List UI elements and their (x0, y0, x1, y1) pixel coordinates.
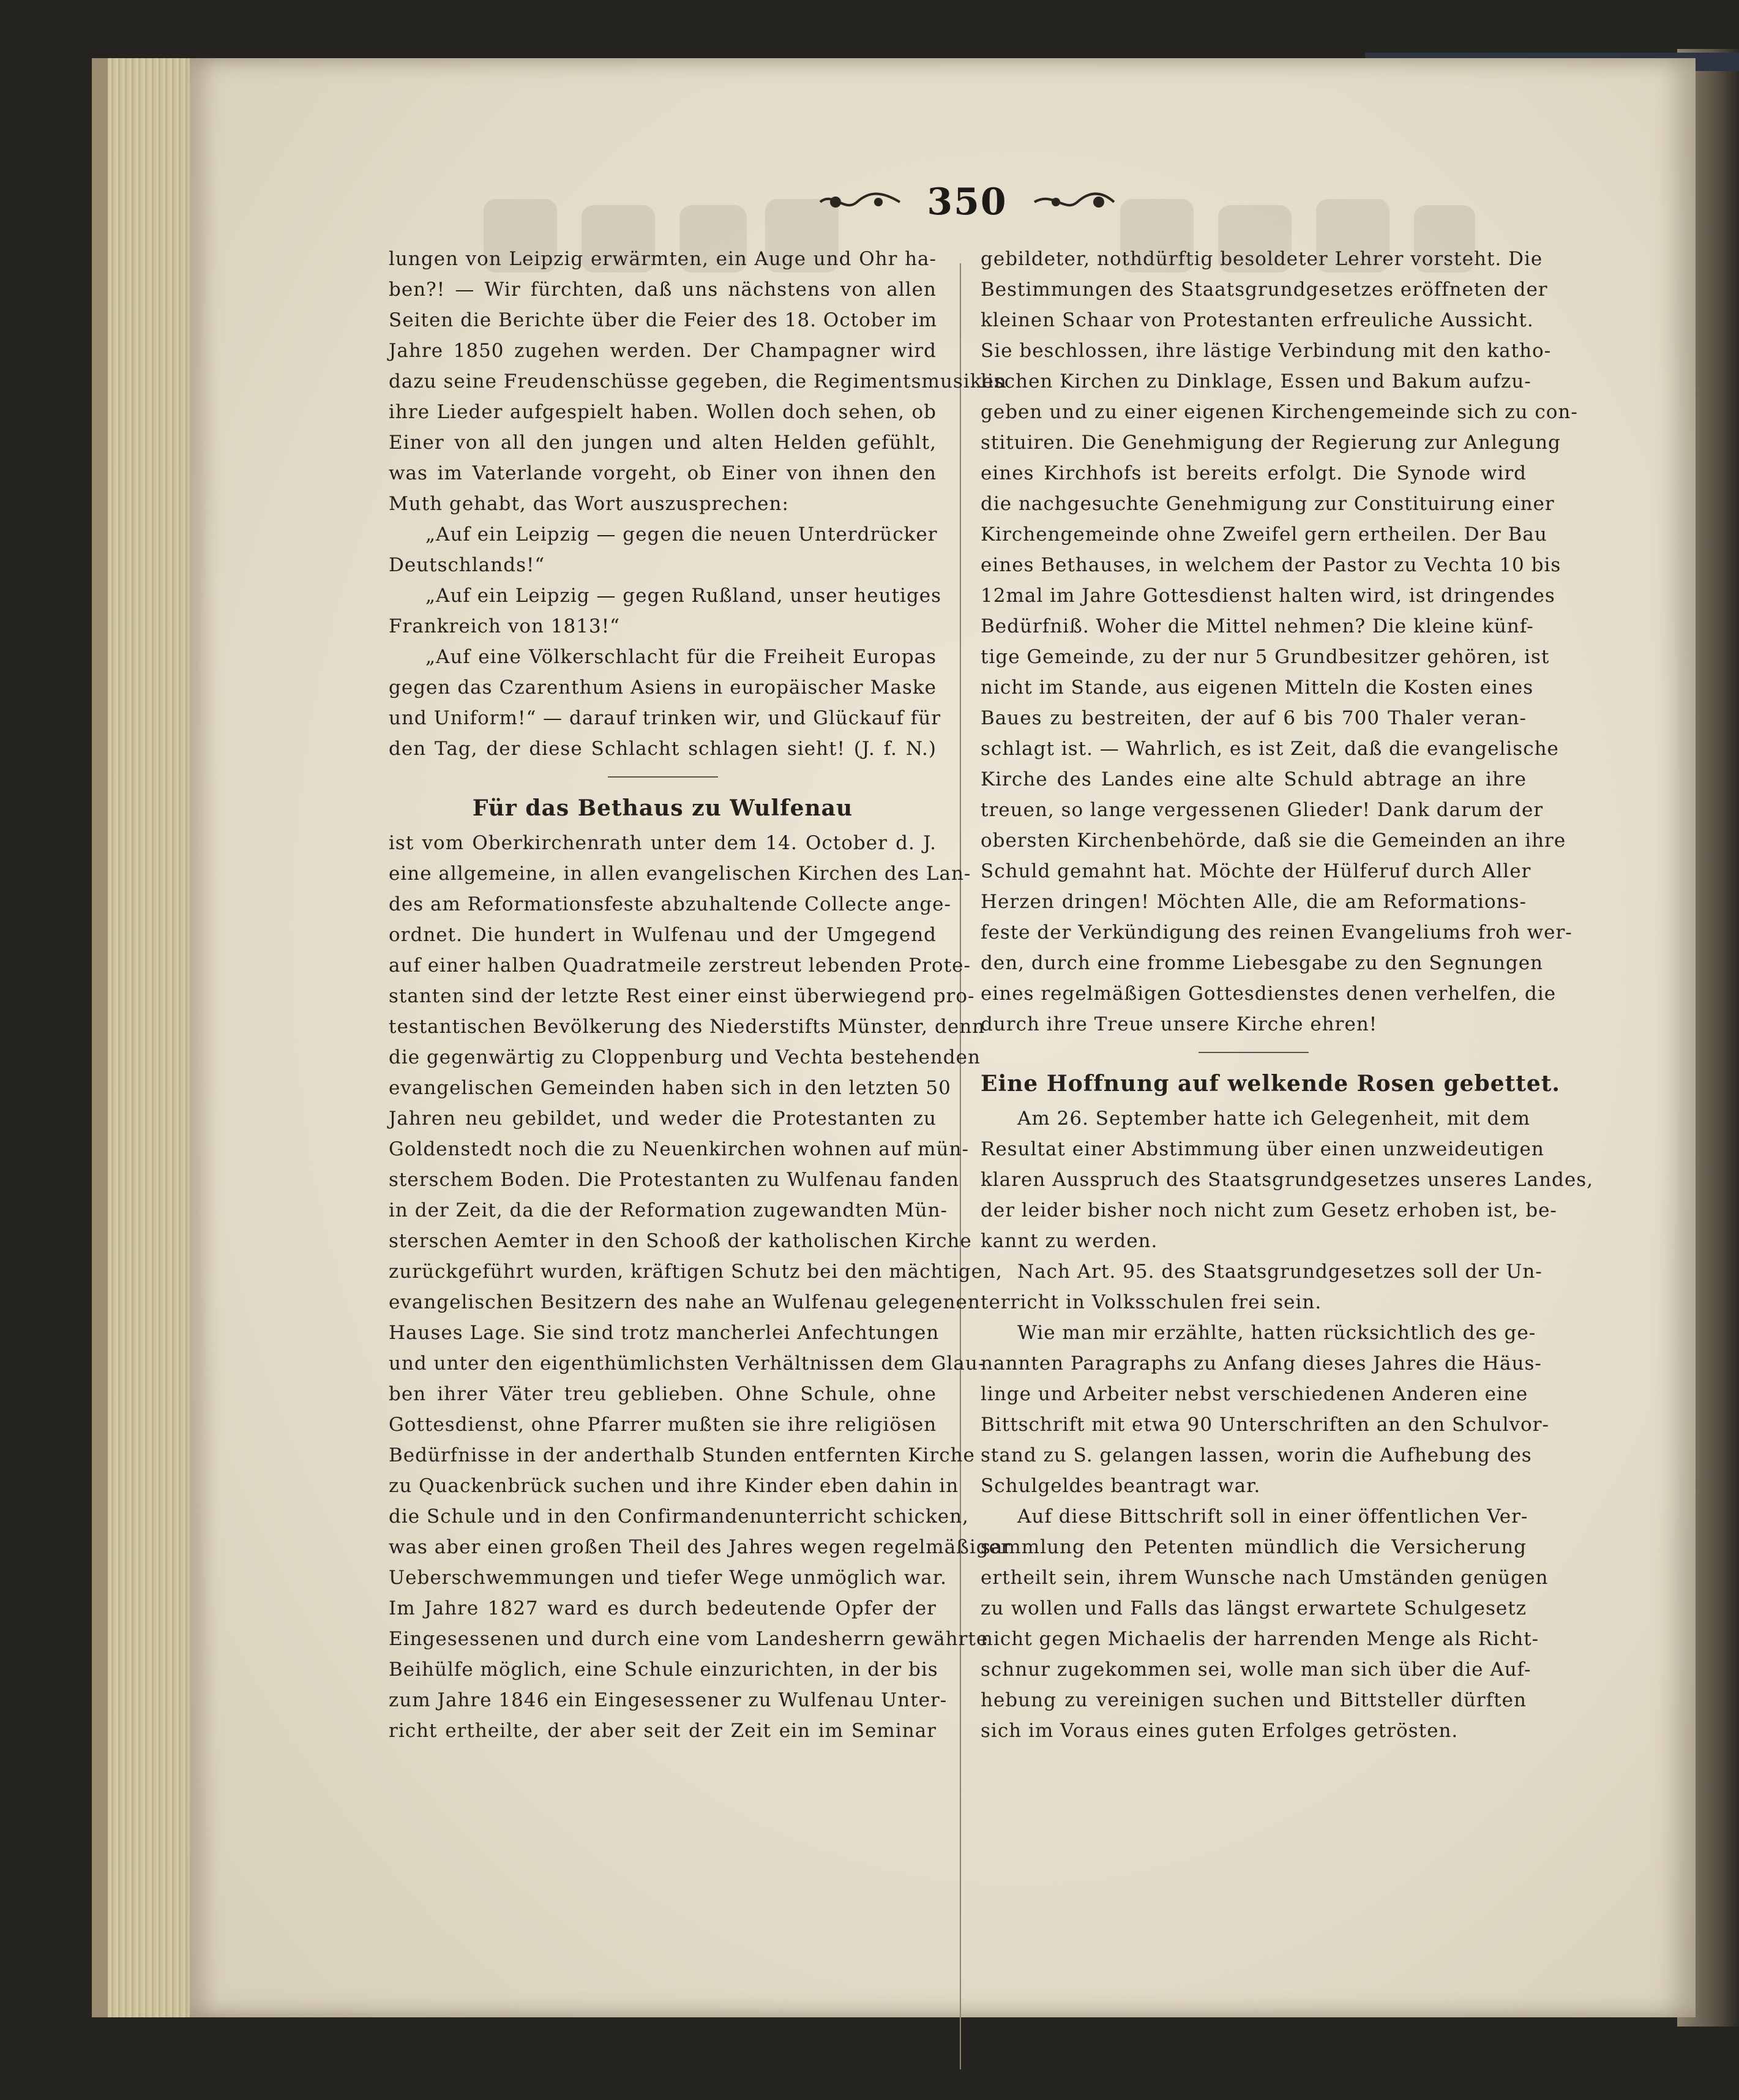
text-line: auf einer halben Quadratmeile zerstreut lebenden Prote- (389, 954, 971, 977)
text-line: Kirche des Landes eine alte Schuld abtrage an ihre (981, 768, 1527, 790)
text-line: schlagt ist. — Wahrlich, es ist Zeit, daß die evangelische (981, 738, 1559, 760)
text-line: linge und Arbeiter nebst verschiedenen Anderen eine (981, 1383, 1528, 1405)
text-line: zum Jahre 1846 ein Eingesessener zu Wulfenau Unter- (389, 1689, 948, 1711)
text-line: Auf diese Bittschrift soll in einer öffentlichen Ver- (1017, 1506, 1528, 1528)
text-line: Herzen dringen! Möchten Alle, die am Reformations- (981, 891, 1527, 913)
right-paragraph-b (981, 1103, 1594, 1746)
text-line: Am 26. September hatte ich Gelegenheit, mit dem (1017, 1108, 1531, 1130)
text-line: ben ihrer Väter treu geblieben. Ohne Schule, ohne (389, 1383, 937, 1405)
quote-line: „Auf eine Völkerschlacht für die Freiheit Europas (425, 646, 937, 668)
text-line: und unter den eigenthümlichsten Verhältnissen dem Glau- (389, 1352, 985, 1374)
left-paragraph-b (389, 828, 1011, 1746)
text-line: ihre Lieder aufgespielt haben. Wollen doch sehen, ob (389, 401, 937, 423)
text-line: obersten Kirchenbehörde, daß sie die Gemeinden an ihre (981, 830, 1566, 852)
text-line: kleinen Schaar von Protestanten erfreuliche Aussicht. (981, 309, 1534, 331)
text-line: Eingesessenen und durch eine vom Landesherrn gewährte (389, 1628, 989, 1650)
quote-line: „Auf ein Leipzig — gegen die neuen Unterdrücker (425, 523, 938, 546)
text-line: Gottesdienst, ohne Pfarrer mußten sie ihre religiösen (389, 1414, 937, 1436)
section-divider (981, 1040, 1527, 1064)
quote-line: und Uniform!“ — darauf trinken wir, und Glückauf für (389, 707, 941, 729)
text-line: die Schule und in den Confirmandenunterricht schicken, (389, 1506, 969, 1528)
left-column (389, 244, 1011, 1746)
text-line: geben und zu einer eigenen Kirchengemeinde sich zu con- (981, 401, 1578, 423)
text-line: zu Quackenbrück suchen und ihre Kinder eben dahin in (389, 1475, 959, 1497)
text-line: nannten Paragraphs zu Anfang dieses Jahres die Häus- (981, 1352, 1542, 1374)
text-line: ist vom Oberkirchenrath unter dem 14. October d. J. (389, 832, 937, 854)
text-line: stituiren. Die Genehmigung der Regierung zur Anlegung (981, 432, 1561, 454)
ornament-left-icon (817, 188, 903, 216)
section-heading: Für das Bethaus zu Wulfenau (472, 795, 853, 821)
text-line: Ueberschwemmungen und tiefer Wege unmöglich war. (389, 1567, 948, 1589)
text-line: Bittschrift mit etwa 90 Unterschriften an den Schulvor- (981, 1414, 1549, 1436)
text-line: durch ihre Treue unsere Kirche ehren! (981, 1013, 1378, 1035)
text-line: kannt zu werden. (981, 1230, 1158, 1252)
text-line: eine allgemeine, in allen evangelischen Kirchen des Lan- (389, 863, 971, 885)
text-line: schnur zugekommen sei, wolle man sich über die Auf- (981, 1659, 1531, 1681)
text-line: 12mal im Jahre Gottesdienst halten wird, ist dringendes (981, 585, 1555, 607)
text-line: Bedürfniß. Woher die Mittel nehmen? Die kleine künf- (981, 615, 1534, 637)
text-line: ben?! — Wir fürchten, daß uns nächstens von allen (389, 279, 937, 301)
text-line: zu wollen und Falls das längst erwartete Schulgesetz (981, 1597, 1527, 1619)
text-line: Schulgeldes beantragt war. (981, 1475, 1261, 1497)
text-line: die nachgesuchte Genehmigung zur Constituirung einer (981, 493, 1555, 515)
text-line: richt ertheilte, der aber seit der Zeit ein im Seminar (389, 1720, 937, 1742)
text-line: feste der Verkündigung des reinen Evangeliums froh wer- (981, 921, 1573, 943)
text-line: terricht in Volksschulen frei sein. (981, 1291, 1322, 1313)
text-line: Beihülfe möglich, eine Schule einzurichten, in der bis (389, 1659, 938, 1681)
text-line: der leider bisher noch nicht zum Gesetz erhoben ist, be- (981, 1199, 1557, 1221)
section-heading: Eine Hoffnung auf welkende Rosen gebettet. (981, 1071, 1560, 1097)
text-line: evangelischen Besitzern des nahe an Wulfenau gelegenen (389, 1291, 981, 1313)
text-line: Baues zu bestreiten, der auf 6 bis 700 Thaler veran- (981, 707, 1527, 729)
text-line: sammlung den Petenten mündlich die Versicherung (981, 1536, 1527, 1558)
quote-line: Deutschlands!“ (389, 554, 545, 576)
left-paragraph-a (389, 244, 1007, 519)
text-line: evangelischen Gemeinden haben sich in den letzten 50 (389, 1077, 951, 1099)
text-line: tige Gemeinde, zu der nur 5 Grundbesitzer gehören, ist (981, 646, 1550, 668)
text-line: Jahren neu gebildet, und weder die Protestanten zu (389, 1108, 937, 1130)
text-line: Wie man mir erzählte, hatten rücksichtlich des ge- (1017, 1322, 1536, 1344)
text-line: Einer von all den jungen und alten Helden gefühlt, (389, 432, 937, 454)
text-line: ertheilt sein, ihrem Wunsche nach Umständen genügen (981, 1567, 1549, 1589)
quote-line: gegen das Czarenthum Asiens in europäischer Maske (389, 677, 937, 699)
text-line: in der Zeit, da die der Reformation zugewandten Mün- (389, 1199, 948, 1221)
text-line: Bestimmungen des Staatsgrundgesetzes eröffneten der (981, 279, 1548, 301)
text-line: Muth gehabt, das Wort auszusprechen: (389, 493, 789, 515)
text-line: sterschem Boden. Die Protestanten zu Wulfenau fanden (389, 1169, 960, 1191)
text-line: Nach Art. 95. des Staatsgrundgesetzes soll der Un- (1017, 1261, 1543, 1283)
text-line: klaren Ausspruch des Staatsgrundgesetzes unseres Landes, (981, 1169, 1594, 1191)
quote-line: „Auf ein Leipzig — gegen Rußland, unser heutiges (425, 585, 942, 607)
text-line: Hauses Lage. Sie sind trotz mancherlei Anfechtungen (389, 1322, 940, 1344)
ornament-right-icon (1031, 188, 1117, 216)
text-line: Schuld gemahnt hat. Möchte der Hülferuf durch Aller (981, 860, 1531, 882)
text-line: sterschen Aemter in den Schooß der katholischen Kirche (389, 1230, 972, 1252)
text-line: den, durch eine fromme Liebesgabe zu den Segnungen (981, 952, 1543, 974)
text-line: Resultat einer Abstimmung über einen unzweideutigen (981, 1138, 1544, 1160)
text-line: gebildeter, nothdürftig besoldeter Lehrer vorsteht. Die (981, 248, 1543, 270)
text-line: des am Reformationsfeste abzuhaltende Collecte ange- (389, 893, 951, 915)
text-line: Sie beschlossen, ihre lästige Verbindung mit den katho- (981, 340, 1552, 362)
text-line: was im Vaterlande vorgeht, ob Einer von ihnen den (389, 462, 937, 484)
text-line: Kirchengemeinde ohne Zweifel gern ertheilen. Der Bau (981, 523, 1547, 546)
right-column (981, 244, 1594, 1746)
text-line: Im Jahre 1827 ward es durch bedeutende Opfer der (389, 1597, 937, 1619)
column-separator (960, 263, 961, 2069)
page-header (796, 174, 1139, 230)
text-line: hebung zu vereinigen suchen und Bittsteller dürften (981, 1689, 1527, 1711)
text-line: eines regelmäßigen Gottesdienstes denen verhelfen, die (981, 983, 1557, 1005)
text-line: was aber einen großen Theil des Jahres wegen regelmäßiger (389, 1536, 1011, 1558)
text-line: sich im Voraus eines guten Erfolges getrösten. (981, 1720, 1459, 1742)
text-line: Jahre 1850 zugehen werden. Der Champagner wird (389, 340, 937, 362)
text-line: Goldenstedt noch die zu Neuenkirchen wohnen auf mün- (389, 1138, 969, 1160)
page-number: 350 (927, 181, 1008, 223)
section-divider (389, 764, 937, 789)
text-line: nicht gegen Michaelis der harrenden Menge als Richt- (981, 1628, 1539, 1650)
text-line: stand zu S. gelangen lassen, worin die Aufhebung des (981, 1444, 1532, 1466)
text-line: die gegenwärtig zu Cloppenburg und Vechta bestehenden (389, 1046, 981, 1068)
text-line: testantischen Bevölkerung des Niederstifts Münster, denn (389, 1016, 985, 1038)
quote-line: Frankreich von 1813!“ (389, 615, 621, 637)
text-line: dazu seine Freudenschüsse gegeben, die Regimentsmusiken (389, 370, 1007, 392)
text-line: eines Kirchhofs ist bereits erfolgt. Die Synode wird (981, 462, 1527, 484)
text-line: lungen von Leipzig erwärmten, ein Auge und Ohr ha- (389, 248, 937, 270)
text-line: zurückgeführt wurden, kräftigen Schutz bei den mächtigen, (389, 1261, 1003, 1283)
quote-line: den Tag, der diese Schlacht schlagen sieht! (J. f. N.) (389, 738, 937, 760)
text-line: eines Bethauses, in welchem der Pastor zu Vechta 10 bis (981, 554, 1561, 576)
text-line: Bedürfnisse in der anderthalb Stunden entfernten Kirche (389, 1444, 975, 1466)
text-line: lischen Kirchen zu Dinklage, Essen und Bakum aufzu- (981, 370, 1531, 392)
text-line: treuen, so lange vergessenen Glieder! Dank darum der (981, 799, 1544, 821)
text-line: nicht im Stande, aus eigenen Mitteln die Kosten eines (981, 677, 1534, 699)
right-paragraph-a (981, 244, 1578, 1040)
text-line: Seiten die Berichte über die Feier des 18. October im (389, 309, 937, 331)
text-line: stanten sind der letzte Rest einer einst überwiegend pro- (389, 985, 975, 1007)
toast-quotes (389, 519, 942, 764)
text-line: ordnet. Die hundert in Wulfenau und der Umgegend (389, 924, 937, 946)
